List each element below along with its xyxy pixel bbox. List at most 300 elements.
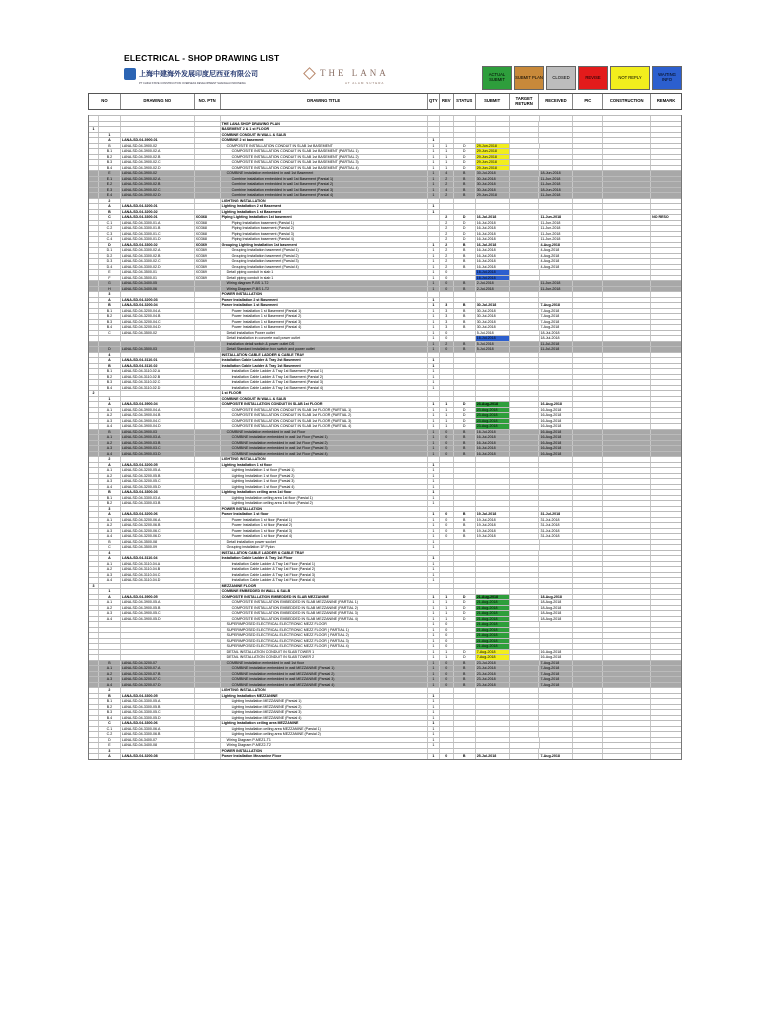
cell-rev — [440, 545, 454, 550]
table-row — [89, 258, 681, 264]
cell-title: Power Installation 1 st floor — [221, 512, 428, 517]
cell-received — [539, 699, 573, 704]
cell-submit — [476, 353, 510, 358]
cell-ptn — [195, 419, 221, 424]
table-row — [89, 451, 681, 457]
cell-qty — [428, 232, 440, 237]
cell-received — [540, 144, 574, 149]
cell-qty: 1 — [428, 727, 440, 732]
cell-title: Lighting Installation ceiling area 1st floor — [221, 490, 428, 495]
cell-title: Power Installation 1 st floor (Parsial 2) — [221, 523, 428, 528]
cell-submit: 16-Jul-2018 — [476, 270, 510, 275]
cell-pic — [573, 155, 603, 160]
cell-qty: 1 — [428, 529, 440, 534]
table-row — [89, 368, 681, 374]
cell-sub: A.3 — [99, 419, 121, 424]
table-row — [89, 308, 681, 314]
cell-sub: A — [99, 556, 121, 561]
cell-submit — [476, 485, 510, 490]
cell-dwg: LANA-SD-04-3110-04.A — [121, 562, 195, 567]
cell-submit — [476, 578, 510, 583]
cell-construction — [603, 694, 651, 699]
cell-ptn — [195, 589, 221, 594]
table-row — [89, 572, 681, 578]
table-row — [89, 401, 681, 407]
cell-no — [89, 342, 99, 347]
cell-construction — [603, 699, 651, 704]
cell-pic — [573, 226, 603, 231]
table-row — [89, 566, 681, 572]
cell-remark — [651, 188, 681, 193]
cell-sub: B.1 — [99, 699, 121, 704]
cell-dwg: LANA-SD-04-3110-04.D — [121, 578, 195, 583]
cell-dwg — [121, 199, 195, 204]
cell-construction — [603, 518, 651, 523]
cell-dwg: LANA-SD-04-3200-03 — [121, 298, 195, 303]
cell-sub: B.2 — [99, 501, 121, 506]
cell-target — [510, 523, 540, 528]
cell-pic — [573, 232, 603, 237]
cell-ptn: XO368 — [195, 237, 221, 242]
cell-qty: 1 — [428, 661, 440, 666]
cell-status — [454, 644, 476, 649]
cell-ptn — [195, 430, 221, 435]
table-row — [89, 423, 681, 429]
cell-pic — [573, 507, 603, 512]
cell-ptn — [195, 490, 221, 495]
cell-construction — [603, 248, 651, 253]
cell-pic — [573, 221, 603, 226]
table-row — [89, 704, 681, 710]
cell-dwg: LANA-SD-04-3900-04.C — [121, 419, 195, 424]
cell-dwg: LANA-SD-04-3900-03.D — [121, 452, 195, 457]
cell-rev — [440, 710, 454, 715]
cell-sub: C.1 — [99, 221, 121, 226]
cell-status: D — [454, 144, 476, 149]
lana-diamond-icon — [303, 67, 316, 80]
cell-rev: 1 — [440, 419, 454, 424]
cell-construction — [603, 754, 651, 759]
cell-pic — [573, 705, 603, 710]
cell-ptn — [195, 606, 221, 611]
cell-status — [454, 375, 476, 380]
cell-ptn — [195, 358, 221, 363]
cell-no — [89, 380, 99, 385]
cell-construction — [603, 666, 651, 671]
cell-pic — [573, 457, 603, 462]
cell-pic — [573, 419, 603, 424]
cell-target — [510, 694, 540, 699]
cell-title: COMBINE EMBEDDED IN WALL & SALB — [221, 589, 428, 594]
table-header — [88, 93, 682, 110]
cell-pic — [573, 265, 603, 270]
cell-status: D — [454, 595, 476, 600]
cell-remark — [651, 424, 681, 429]
cell-dwg: LANA-SD-04-3200-05.D — [121, 485, 195, 490]
cell-title: COMBINE installation embedded in wall 1st Floor (Parsial 1) — [221, 435, 428, 440]
cell-title: SUPERIMPOSED ELECTRICAL ELECTRONIC MEZZ FLOOR — [221, 622, 428, 627]
cell-target — [510, 254, 540, 259]
table-row — [89, 374, 681, 380]
cell-ptn — [195, 386, 221, 391]
cell-submit — [476, 369, 510, 374]
cell-received — [539, 721, 573, 726]
cell-received — [540, 743, 574, 748]
cell-sub: A.2 — [99, 441, 121, 446]
cell-construction — [603, 633, 651, 638]
cell-title: 1 st FLOOR — [221, 391, 428, 396]
cell-qty: 1 — [428, 485, 440, 490]
cell-target — [510, 721, 540, 726]
cell-construction — [603, 589, 651, 594]
cell-submit: 23-Aug-2018 — [476, 419, 510, 424]
cell-construction — [603, 331, 651, 336]
cell-submit — [476, 589, 510, 594]
cell-target — [510, 545, 540, 550]
cell-no — [89, 254, 99, 259]
cell-remark — [651, 485, 681, 490]
cell-construction — [603, 259, 651, 264]
cell-rev — [440, 210, 454, 215]
cell-target — [510, 452, 540, 457]
cell-target — [510, 622, 540, 627]
cell-title: LIGHTING INSTALLATION — [221, 688, 428, 693]
cell-no — [89, 650, 99, 655]
cell-dwg: LANA-SD-04-3500-08 — [121, 540, 195, 545]
cell-remark — [651, 672, 681, 677]
cell-target — [510, 171, 540, 176]
cell-no — [89, 419, 99, 424]
cell-received: 7-Aug-2018 — [539, 754, 573, 759]
cell-title — [221, 116, 428, 121]
cell-dwg: LANA-SD-04-3300-01.D — [121, 237, 195, 242]
cell-title: Grouping Installation basement (Parsial 3) — [221, 259, 428, 264]
cell-title: INSTALLATION CABLE LADDER & CABLE TRAY — [221, 551, 428, 556]
cell-target — [510, 122, 540, 127]
cell-received — [539, 562, 573, 567]
cell-target — [510, 281, 540, 286]
cell-target — [510, 292, 540, 297]
cell-sub: C.3 — [99, 232, 121, 237]
cell-pic — [573, 518, 603, 523]
cell-pic — [573, 595, 603, 600]
cell-dwg — [121, 122, 195, 127]
cell-rev: 0 — [440, 523, 454, 528]
cell-title: COMBINE 2 st basement — [221, 138, 428, 143]
cell-submit — [476, 292, 510, 297]
cell-pic — [573, 688, 603, 693]
cell-target — [510, 397, 540, 402]
cell-remark — [651, 710, 681, 715]
cell-qty: 1 — [428, 606, 440, 611]
cell-ptn — [195, 171, 221, 176]
cell-pic — [573, 144, 603, 149]
cell-construction — [603, 446, 651, 451]
cell-dwg — [121, 644, 195, 649]
cell-status — [454, 199, 476, 204]
cell-title: Piping Lighting Installation 1st basement — [221, 215, 428, 220]
cell-construction — [603, 639, 651, 644]
cell-qty: 1 — [428, 331, 440, 336]
cell-submit — [476, 199, 510, 204]
cell-no — [89, 331, 99, 336]
cell-sub: D — [99, 738, 121, 743]
cell-construction — [603, 727, 651, 732]
cell-dwg: LANA-SD-04-3300-05.B — [121, 705, 195, 710]
cell-rev: 3 — [440, 309, 454, 314]
cell-submit: 16-Jul-2018 — [476, 446, 510, 451]
cell-received — [539, 397, 573, 402]
cell-qty: 1 — [428, 490, 440, 495]
cell-qty: 1 — [428, 270, 440, 275]
cell-qty — [428, 116, 440, 121]
cell-title: COMPOSITE INSTALLATION CONDUIT IN SLAB 1st FLOOR (PARTIAL 4) — [221, 424, 428, 429]
cell-dwg — [121, 353, 195, 358]
cell-qty: 1 — [428, 677, 440, 682]
cell-status: B — [454, 177, 476, 182]
cell-qty: 1 — [428, 655, 440, 660]
cell-qty: 1 — [428, 358, 440, 363]
cell-ptn — [195, 309, 221, 314]
cell-no — [89, 556, 99, 561]
cell-title: Detail piping conduit in slab 1 — [221, 270, 428, 275]
cell-target — [510, 754, 540, 759]
cell-pic — [573, 474, 603, 479]
cell-sub: E.2 — [99, 182, 121, 187]
cell-ptn — [195, 116, 221, 121]
cell-no — [89, 298, 99, 303]
cell-received: 16-Aug-2018 — [539, 419, 573, 424]
cell-rev: 0 — [440, 281, 454, 286]
legend-submit-plan: SUBMIT PLAN — [514, 66, 544, 90]
cell-submit: 23-Jul-2018 — [476, 661, 510, 666]
cell-title: Piping Installation basement (Parsial 2) — [221, 226, 428, 231]
cell-ptn — [195, 303, 221, 308]
table-row — [89, 192, 681, 198]
cell-no — [89, 512, 99, 517]
cell-target — [510, 160, 540, 165]
cell-no — [89, 303, 99, 308]
table-row — [89, 396, 681, 402]
cell-qty: 1 — [428, 479, 440, 484]
cell-received — [539, 501, 573, 506]
cell-ptn — [195, 683, 221, 688]
cell-pic — [573, 573, 603, 578]
cell-qty — [428, 199, 440, 204]
cell-ptn — [195, 540, 221, 545]
cell-received — [539, 358, 573, 363]
col-rev: REV — [440, 94, 454, 109]
cell-target — [510, 287, 540, 292]
cell-sub: 4 — [99, 353, 121, 358]
cell-received — [539, 210, 573, 215]
cell-qty: 1 — [428, 287, 440, 292]
cell-sub: A.2 — [99, 474, 121, 479]
cell-construction — [603, 314, 651, 319]
table-row — [89, 115, 681, 121]
table-row — [89, 588, 681, 594]
cell-qty — [428, 589, 440, 594]
cell-status: B — [454, 281, 476, 286]
cell-dwg: LANA-SD-04-3300-01.C — [121, 232, 195, 237]
cell-rev: 0 — [440, 644, 454, 649]
cell-title: BASEMENT 2 & 1 st FLOOR — [221, 127, 428, 132]
cell-target — [510, 336, 540, 341]
cell-status: B — [454, 303, 476, 308]
cell-title: LIGHTING INSTALLATION — [221, 199, 428, 204]
table-row — [89, 462, 681, 468]
contractor-name-en: PT CHINA STATE CONSTRUCTION OVERSEAS DEVELOPMENT SHANGHAI INDONESIA — [139, 82, 246, 85]
cell-sub: D.1 — [99, 248, 121, 253]
cell-construction — [603, 474, 651, 479]
cell-status: D — [454, 617, 476, 622]
cell-dwg: LANA-SD-04-3300-06.B — [121, 732, 195, 737]
cell-target — [510, 468, 540, 473]
cell-target — [510, 347, 540, 352]
cell-status — [454, 485, 476, 490]
table-row — [89, 528, 681, 534]
cell-sub: C.4 — [99, 237, 121, 242]
cell-target — [510, 199, 540, 204]
cell-pic — [573, 127, 603, 132]
cell-construction — [603, 116, 651, 121]
cell-received — [540, 545, 574, 550]
cell-status: B — [454, 320, 476, 325]
cell-ptn — [195, 479, 221, 484]
cell-no — [89, 149, 99, 154]
cell-title: Power Installation 1 st Basement (Parsial 4) — [221, 325, 428, 330]
cell-ptn — [195, 672, 221, 677]
cell-ptn — [195, 677, 221, 682]
cell-dwg: LANA-SD-04-3300-06.A — [121, 727, 195, 732]
table-row — [89, 297, 681, 303]
cell-pic — [573, 677, 603, 682]
cell-target — [510, 485, 540, 490]
cell-ptn — [195, 639, 221, 644]
cell-rev — [440, 386, 454, 391]
cell-submit — [476, 507, 510, 512]
cell-ptn — [195, 727, 221, 732]
cell-received — [539, 364, 573, 369]
cell-submit — [476, 375, 510, 380]
cell-received — [539, 386, 573, 391]
cell-target — [510, 155, 540, 160]
cell-pic — [573, 309, 603, 314]
cell-title: MEZZANINE FLOOR — [221, 584, 428, 589]
cell-title: Installation Cable Ladder & Tray 1st Floor — [221, 556, 428, 561]
cell-dwg: LANA-SD-04-3110-02.C — [121, 380, 195, 385]
cell-construction — [603, 606, 651, 611]
cell-remark — [651, 232, 681, 237]
cell-ptn — [195, 661, 221, 666]
cell-target — [510, 705, 540, 710]
cell-submit — [476, 716, 510, 721]
cell-ptn — [195, 622, 221, 627]
cell-submit: 21-Aug-2018 — [476, 611, 510, 616]
cell-qty: 1 — [428, 177, 440, 182]
cell-target — [510, 556, 540, 561]
table-row — [89, 126, 681, 132]
cell-received — [539, 732, 573, 737]
cell-received: 16-Aug-2018 — [539, 435, 573, 440]
cell-ptn — [195, 529, 221, 534]
cell-received — [539, 485, 573, 490]
cell-sub: B — [99, 364, 121, 369]
cell-status: B — [454, 248, 476, 253]
cell-title: Detail Standard installation box switch and power outlet — [221, 347, 428, 352]
cell-submit: 29-Jun-2018 — [476, 160, 510, 165]
cell-rev — [440, 699, 454, 704]
cell-received: 18-Jun-2018 — [539, 188, 573, 193]
cell-qty: 1 — [428, 259, 440, 264]
contractor-mark-icon — [124, 68, 136, 80]
cell-target — [510, 358, 540, 363]
cell-dwg: LANA-SD-04-3110-04 — [121, 556, 195, 561]
cell-title: COMPOSITE INSTALLATION CONDUIT IN SLAB 1st BASEMENT — [221, 144, 428, 149]
cell-received: 7-Aug-2018 — [539, 309, 573, 314]
cell-remark — [651, 545, 681, 550]
cell-target — [510, 149, 540, 154]
cell-dwg: LANA-SD-04-3300-01.B — [121, 226, 195, 231]
cell-status: B — [454, 325, 476, 330]
cell-dwg: LANA-SD-04-3900-02.D — [121, 193, 195, 198]
cell-remark — [651, 303, 681, 308]
cell-rev — [440, 298, 454, 303]
cell-construction — [603, 221, 651, 226]
cell-received: 4-Aug-2018 — [539, 243, 573, 248]
cell-qty: 1 — [428, 204, 440, 209]
cell-target — [510, 204, 540, 209]
cell-title: Installation Cable Ladder & Tray 1st Floor (Parsial 1) — [221, 562, 428, 567]
cell-title: COMPOSITE INSTALLATION CONDUIT IN SLAB 1st BASEMENT (PARTIAL 1) — [221, 149, 428, 154]
cell-qty: 1 — [428, 628, 440, 633]
cell-target — [510, 650, 540, 655]
cell-construction — [603, 424, 651, 429]
table-row — [89, 709, 681, 715]
cell-construction — [603, 463, 651, 468]
cell-pic — [573, 749, 603, 754]
cell-pic — [573, 710, 603, 715]
cell-dwg: LANA-SD-04-3300-03.B — [121, 501, 195, 506]
cell-remark — [651, 133, 681, 138]
cell-ptn — [195, 705, 221, 710]
cell-rev: 0 — [440, 754, 454, 759]
cell-title: Lighting Installation MEZZANINE (Parsial 4) — [221, 716, 428, 721]
cell-no — [89, 248, 99, 253]
cell-ptn — [195, 551, 221, 556]
cell-title: Installation Cable Ladder & Tray 2st Basement — [221, 358, 428, 363]
cell-pic — [573, 342, 603, 347]
cell-rev — [440, 457, 454, 462]
cell-submit: 30-Jul-2018 — [476, 188, 510, 193]
cell-received: 7-Aug-2018 — [539, 325, 573, 330]
cell-remark — [651, 650, 681, 655]
cell-target — [510, 166, 540, 171]
cell-received — [539, 468, 573, 473]
cell-dwg: LANA-SD-04-3200-04 — [121, 303, 195, 308]
cell-submit: 7-Aug-2018 — [476, 655, 510, 660]
cell-qty: 1 — [428, 474, 440, 479]
cell-remark — [651, 375, 681, 380]
cell-title: Wiring Diagram P-BS 1-T2 — [221, 287, 428, 292]
cell-received: 11-Jun-2018 — [540, 281, 574, 286]
cell-target — [510, 188, 540, 193]
cell-construction — [603, 254, 651, 259]
cell-submit: 30-Jul-2018 — [476, 320, 510, 325]
cell-status: B — [454, 430, 476, 435]
cell-qty: 1 — [428, 424, 440, 429]
cell-status: B — [454, 534, 476, 539]
